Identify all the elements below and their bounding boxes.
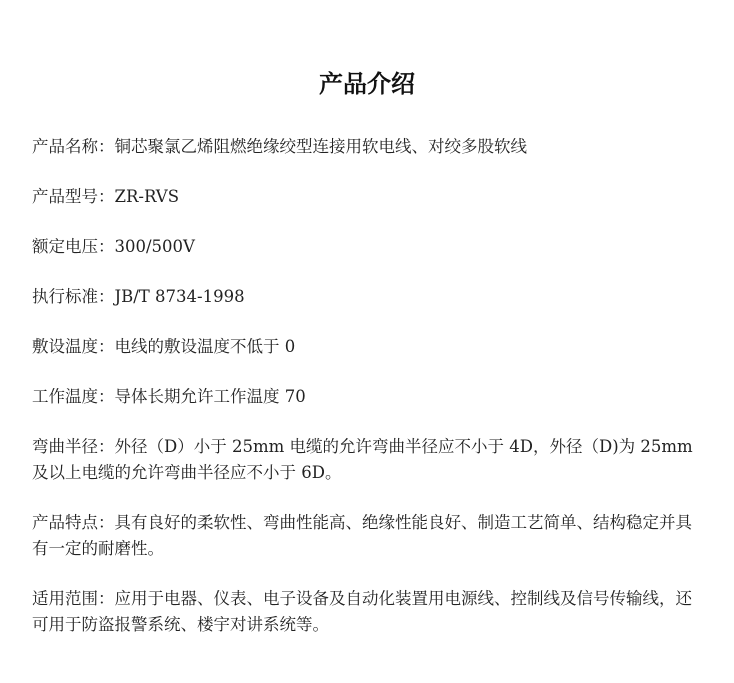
spec-product-model [32, 184, 708, 210]
spec-label: 敷设温度： [32, 337, 115, 356]
spec-value: 导体长期允许工作温度 70 [114, 387, 306, 406]
spec-label: 产品特点： [32, 513, 115, 532]
spec-value: ZR-RVS [114, 187, 180, 206]
spec-label: 执行标准： [32, 287, 115, 306]
spec-value: 电线的敷设温度不低于 0 [114, 337, 296, 356]
spec-label: 工作温度： [32, 387, 115, 406]
spec-label: 弯曲半径： [32, 437, 115, 456]
spec-label: 产品名称： [32, 137, 115, 156]
spec-label: 额定电压： [32, 237, 115, 256]
spec-label: 产品型号： [32, 187, 115, 206]
page-title: 产品介绍 [319, 70, 415, 98]
spec-bending-radius [32, 434, 708, 486]
spec-value: 具有良好的柔软性、弯曲性能高、绝缘性能良好、制造工艺简单、结构稳定并具有一定的耐磨性。 [32, 513, 692, 558]
spec-laying-temperature [32, 334, 708, 360]
spec-value: 300/500V [114, 237, 195, 256]
spec-standard [32, 284, 708, 310]
spec-product-name [32, 134, 708, 160]
spec-value: 铜芯聚氯乙烯阻燃绝缘绞型连接用软电线、对绞多股软线 [114, 137, 527, 156]
spec-rated-voltage [32, 234, 708, 260]
spec-value: 外径（D）小于 25mm 电缆的允许弯曲半径应不小于 4D，外径（D)为 25mm 及以上电缆的允许弯曲半径应不小于 6D。 [32, 437, 693, 482]
spec-applications [32, 586, 708, 638]
product-spec-list [32, 134, 708, 662]
spec-label: 适用范围： [32, 589, 115, 608]
spec-value: 应用于电器、仪表、电子设备及自动化装置用电源线、控制线及信号传输线，还可用于防盗报警系统、楼宇对讲系统等。 [32, 589, 692, 634]
spec-working-temperature [32, 384, 708, 410]
spec-value: JB/T 8734-1998 [114, 287, 245, 306]
spec-features [32, 510, 708, 562]
